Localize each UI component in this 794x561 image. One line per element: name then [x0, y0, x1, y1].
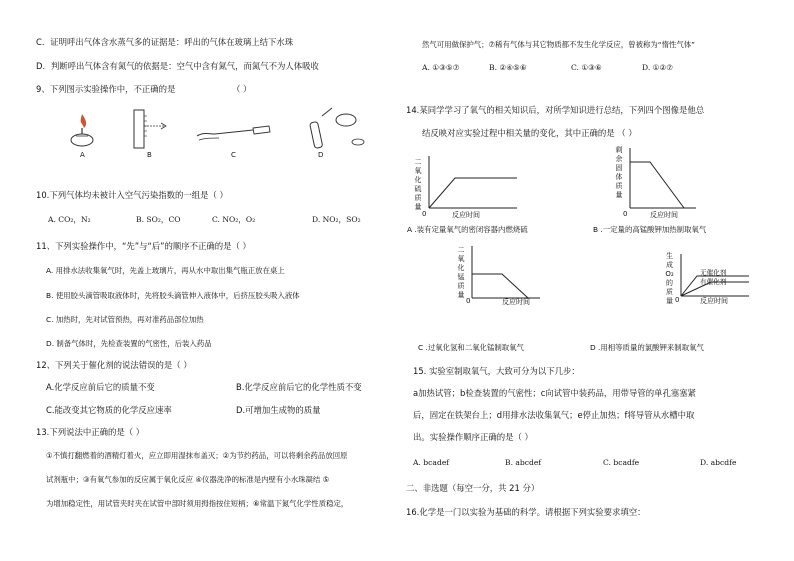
q12-option-b: B.化学反应前后它的化学性质不变	[236, 382, 362, 392]
q9-answer-paren: （ ）	[232, 84, 252, 94]
q11-option-b: B. 使用胶头滴管吸取液体时，先将胶头滴管伸入液体中，后挤压胶头吸入液体	[46, 291, 300, 300]
q8-option-c: C．证明呼出气体含水蒸气多的证据是：呼出的气体在玻璃上结下水珠	[36, 37, 294, 47]
graph-d-caption: D .用相等质量的氯酸钾来制取氧气	[590, 343, 704, 352]
section-2-heading: 二、非选题（每空一分，共 21 分）	[406, 483, 540, 493]
graph-a-x-label: 反应时间	[452, 211, 480, 219]
q11-option-d: D. 制备气体时，先检查装置的气密性，后装入药品	[46, 339, 212, 348]
graph-b-x-label: 反应时间	[650, 211, 678, 219]
graph-d-legend-a: 无催化剂	[700, 269, 727, 277]
graph-c-caption: C .过氧化氢和二氧化锰制取氧气	[418, 343, 524, 352]
graph-c-x-label: 反应时间	[502, 298, 530, 306]
graph-a-plot	[425, 156, 521, 212]
q10-option-b: B. SO₂，CO	[136, 215, 181, 224]
q9-label-a: A	[80, 151, 85, 159]
dropper-bottle-illustration	[298, 106, 368, 152]
q8-option-d: D．判断呼出气体含有氮气的依据是：空气中含有氮气，而氮气不为人体吸收	[36, 61, 319, 71]
alcohol-lamp-illustration	[66, 112, 98, 148]
q11-option-c: C. 加热时，先对试管预热，再对准药品部位加热	[46, 315, 204, 324]
graph-b-plot	[626, 148, 700, 212]
q15-option-c: C. bcadfe	[603, 458, 640, 467]
q13-stem: 13.下列说法中正确的是（ ）	[36, 427, 145, 437]
q15-option-b: B. abcdef	[505, 458, 542, 467]
q15-option-a: A. bcadef	[413, 458, 450, 467]
graph-b-curve	[630, 162, 684, 208]
q16-stem: 16.化学是一门以实验为基础的科学。请根据下列实验要求填空：	[406, 507, 646, 517]
graph-a-origin: 0	[422, 210, 427, 218]
q15-line-3: 出。实验操作顺序正确的是（ ）	[413, 432, 533, 442]
flame-icon	[81, 114, 86, 128]
q13-option-d: D. ①②⑦	[642, 63, 674, 72]
q14-stem-1: 14.某同学学习了氧气的相关知识后，对所学知识进行总结，下列四个图像是他总	[406, 105, 705, 115]
q10-option-d: D. NO₂，SO₂	[312, 215, 361, 224]
graph-b-caption: B .一定量的高锰酸钾加热制取氧气	[593, 225, 707, 234]
q13-option-b: B. ②④⑤⑥	[489, 63, 527, 72]
graph-d-y-label: 生 成 O₂ 的 质 量	[665, 252, 674, 305]
q13-option-a: A. ①③⑤⑦	[422, 63, 460, 72]
graph-d-x-label: 反应时间	[700, 297, 728, 305]
q9-label-b: B	[147, 151, 152, 159]
q12-option-d: D.可增加生成物的质量	[236, 405, 321, 415]
graph-c-curve	[472, 274, 528, 298]
graph-d-origin: 0	[675, 296, 680, 304]
q12-option-a: A.化学反应前后它的质量不变	[46, 382, 155, 392]
q9-label-d: D	[318, 151, 324, 159]
q10-option-a: A. CO₂，N₂	[48, 215, 91, 224]
q11-option-a: A. 用排水法收集氧气时，先盖上玻璃片，再从水中取出集气瓶正放在桌上	[46, 266, 285, 275]
q15-stem: 15. 实验室制取氧气，大致可分为以下几步：	[413, 366, 580, 376]
q15-option-d: D. abcdfe	[700, 458, 737, 467]
graph-a-curve	[429, 178, 517, 208]
q9-stem: 9、下列图示实验操作中，不正确的是	[36, 84, 176, 94]
graph-c-plot	[468, 246, 544, 302]
q12-option-c: C.能改变其它物质的化学反应速率	[46, 405, 172, 415]
q13-line-4: 然气可用做保护气；⑦稀有气体与其它物质都不发生化学反应，曾被称为“惰性气体”	[422, 40, 695, 49]
q12-stem: 12、下列关于催化剂的说法错误的是（ ）	[36, 360, 192, 370]
q14-stem-2: 结反映对应实验过程中相关量的变化，其中正确的是 （ ）	[422, 128, 637, 138]
q10-option-c: C. NO₂，O₂	[212, 215, 256, 224]
graph-d-legend-b: 有催化剂	[700, 278, 727, 286]
graduated-cylinder-illustration	[128, 108, 168, 150]
graph-b-origin: 0	[623, 210, 628, 218]
q10-stem: 10.下列气体均未被计入空气污染指数的一组是（ ）	[36, 190, 228, 200]
test-tube-pouring-illustration	[195, 122, 273, 146]
q13-line-3: 为增加稳定性，用试管夹时夹在试管中部时须用拇指按住短柄；⑥常温下氮气化学性质稳定，	[46, 499, 349, 508]
graph-c-y-label: 二 氧 化 锰 质 量	[457, 246, 465, 299]
q11-stem: 11、下列实验操作中，“先”与“后”的顺序不正确的是（ ）	[36, 241, 251, 251]
graph-a-caption: A .装有定量氧气的密闭容器内燃烧硫	[407, 225, 528, 234]
graph-a-y-label: 二 氧 化 硫 质 量	[414, 158, 422, 211]
q13-option-c: C. ①③⑥	[571, 63, 602, 72]
graph-c-origin: 0	[466, 297, 471, 305]
q13-line-1: ①不慎打翻燃着的酒精灯着火，应立即用湿抹布盖灭；②为节约药品，可以将剩余药品放回原	[46, 451, 348, 460]
graph-b-y-label: 剩 余 固 体 质 量	[615, 146, 623, 199]
q15-line-2: 后，固定在铁架台上；d用排水法收集氧气；e停止加热；f将导管从水槽中取	[413, 410, 695, 420]
q13-line-2: 试剂瓶中；③有氧气参加的反应属于氧化反应 ④仪器洗净的标准是内壁有小水珠凝结 ⑤	[46, 475, 330, 484]
q9-label-c: C	[231, 151, 236, 159]
q15-line-1: a加热试管；b检查装置的气密性；c向试管中装药品，用带导管的单孔塞塞紧	[413, 388, 697, 398]
